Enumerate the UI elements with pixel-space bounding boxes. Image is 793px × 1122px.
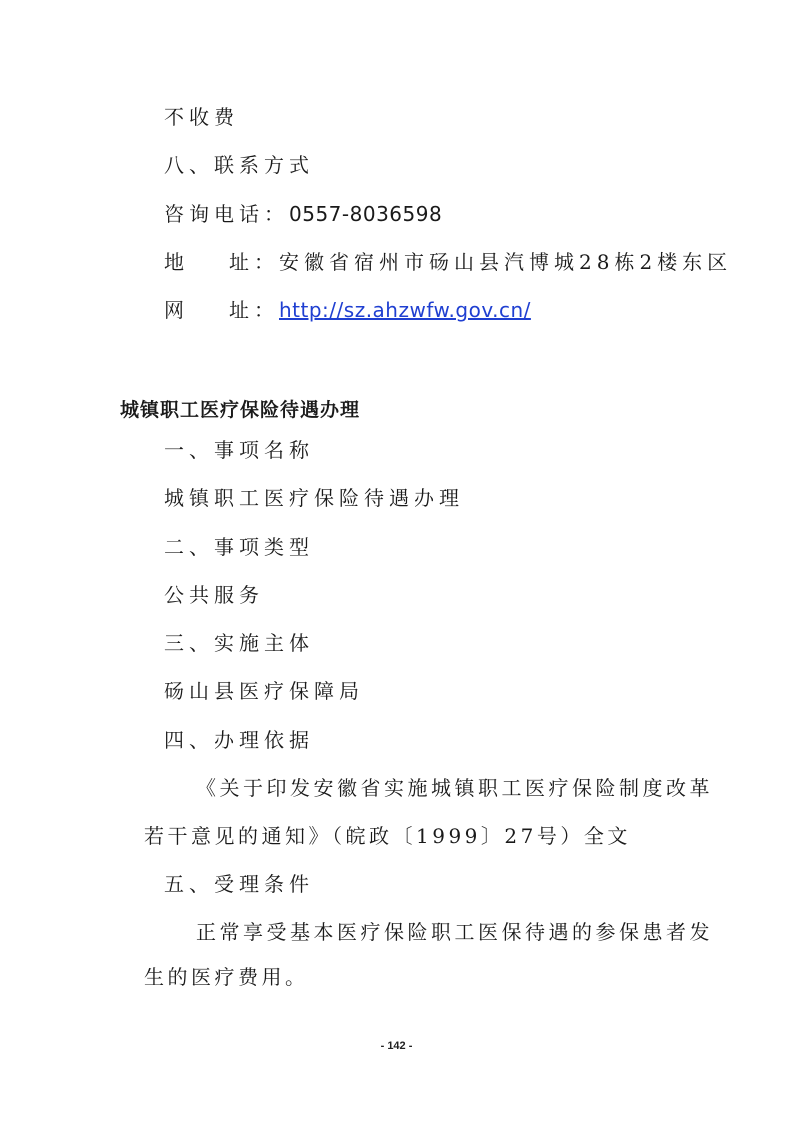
item4-heading: 四、办理依据 [164,728,314,752]
address-value: 安徽省宿州市砀山县汽博城28栋2楼东区 [279,250,733,274]
item1-heading: 一、事项名称 [164,438,314,462]
web-label-a: 网 [164,298,189,322]
phone-value: 0557-8036598 [289,202,443,226]
address-label-b: 址： [229,250,279,274]
item5-heading: 五、受理条件 [164,872,314,896]
fee-text: 不收费 [164,105,239,129]
item1-value: 城镇职工医疗保险待遇办理 [164,486,464,510]
item2-heading: 二、事项类型 [164,535,314,559]
item4-value-line1: 《关于印发安徽省实施城镇职工医疗保险制度改革 [196,776,713,800]
section-title: 城镇职工医疗保险待遇办理 [120,399,361,421]
item2-value: 公共服务 [164,583,264,607]
web-line [164,296,531,324]
web-label-b: 址： [229,298,279,322]
item5-value-line1: 正常享受基本医疗保险职工医保待遇的参保患者发 [196,920,713,944]
phone-line [164,200,442,228]
item5-value-line2: 生的医疗费用。 [144,965,309,989]
item3-value: 砀山县医疗保障局 [164,679,364,703]
web-link[interactable]: http://sz.ahzwfw.gov.cn/ [279,298,531,322]
address-label-a: 地 [164,250,189,274]
item3-heading: 三、实施主体 [164,631,314,655]
item4-value-line2: 若干意见的通知》（皖政〔1999〕27号）全文 [144,824,631,848]
address-line [164,248,732,276]
contact-heading: 八、联系方式 [164,153,314,177]
page-number: - 142 - [380,1040,413,1052]
phone-label: 咨询电话： [164,202,289,226]
